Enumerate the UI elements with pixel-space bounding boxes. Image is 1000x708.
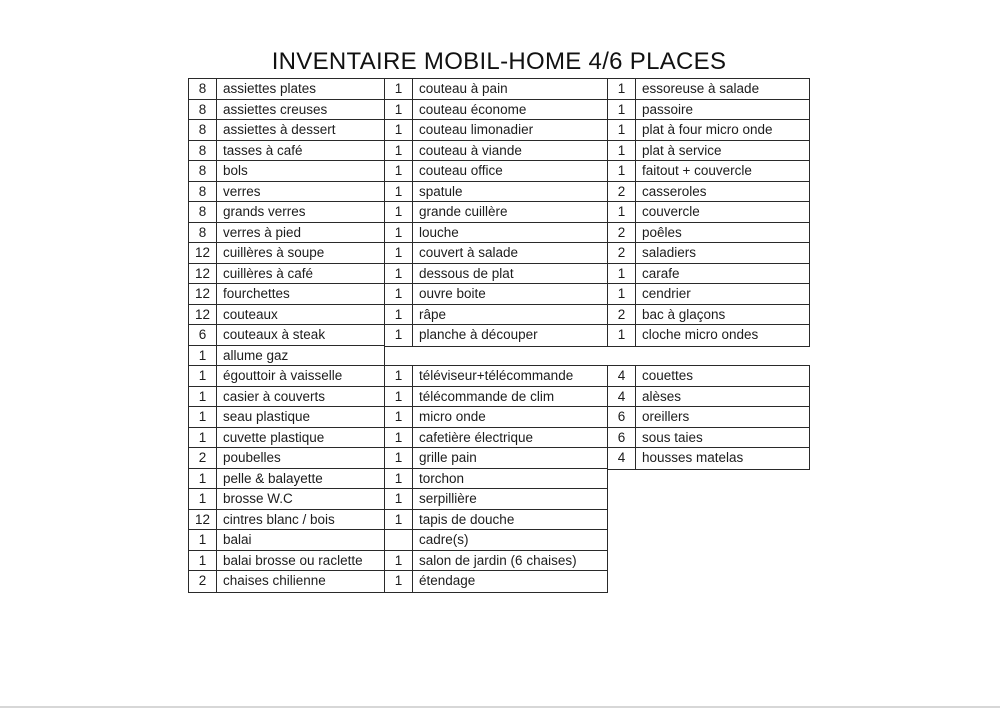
table-row [189,407,384,428]
table-row [385,284,607,305]
table-row [189,243,384,264]
item-name-cell: assiettes creuses [223,101,328,117]
item-name-cell: cadre(s) [419,532,469,547]
table-row [189,469,384,490]
quantity-cell: 1 [189,489,217,509]
table-row [608,182,809,203]
item-name-cell: tapis de douche [419,511,515,527]
quantity-cell: 1 [608,79,636,99]
quantity-cell: 1 [189,469,217,489]
quantity-cell: 2 [608,223,636,243]
table-row [385,305,607,326]
table-row [385,223,607,244]
table-row [189,428,384,449]
item-name-cell: plat à four micro onde [642,122,773,137]
table-row [385,366,607,387]
quantity-cell: 8 [189,223,217,243]
table-row [608,428,809,449]
table-row [189,510,384,531]
quantity-cell: 1 [385,182,413,202]
quantity-cell: 8 [189,202,217,222]
table-row [189,202,384,223]
item-name-cell: couvercle [642,204,700,219]
table-row [189,284,384,305]
item-name-cell: cafetière électrique [419,429,534,445]
quantity-cell: 1 [189,530,217,550]
quantity-cell: 1 [385,79,413,99]
item-name-cell: cintres blanc / bois [223,511,335,527]
item-name-cell: dessous de plat [419,265,514,281]
item-name-cell: cloche micro ondes [642,327,759,342]
quantity-cell: 1 [385,387,413,407]
table-row [189,551,384,572]
quantity-cell: 4 [608,448,636,469]
table-row [189,448,384,469]
quantity-cell: 1 [385,100,413,120]
inventory-table-right-column-bottom [607,365,810,470]
quantity-cell: 1 [608,161,636,181]
item-name-cell: essoreuse à salade [642,81,760,96]
quantity-cell: 4 [608,366,636,386]
quantity-cell: 6 [608,428,636,448]
table-row [385,387,607,408]
table-row [385,264,607,285]
quantity-cell: 1 [608,264,636,284]
table-row [385,489,607,510]
item-name-cell: poubelles [223,450,281,465]
item-name-cell: ouvre boite [419,286,486,301]
table-row [385,120,607,141]
quantity-cell: 1 [385,448,413,468]
quantity-cell: 1 [385,366,413,386]
item-name-cell: grands verres [223,204,306,219]
quantity-cell: 1 [608,202,636,222]
item-name-cell: couteaux à steak [223,327,326,342]
quantity-cell: 8 [189,161,217,181]
quantity-cell: 4 [608,387,636,407]
item-name-cell: alèses [642,388,682,404]
item-name-cell: grille pain [419,450,477,465]
item-name-cell: tasses à café [223,142,303,158]
quantity-cell: 1 [608,325,636,346]
item-name-cell: étendage [419,573,476,588]
quantity-cell: 1 [385,202,413,222]
table-row [385,551,607,572]
item-name-cell: couteau limonadier [419,122,534,137]
quantity-cell: 12 [189,510,217,530]
table-row [608,448,809,469]
inventory-table-middle-column-top [384,78,608,347]
table-row [189,223,384,244]
item-name-cell: cuillères à soupe [223,245,325,260]
quantity-cell: 1 [385,469,413,489]
item-name-cell: cuillères à café [223,265,314,281]
item-name-cell: assiettes plates [223,81,317,96]
table-row [385,79,607,100]
quantity-cell: 1 [385,141,413,161]
quantity-cell: 12 [189,284,217,304]
table-row [608,120,809,141]
quantity-cell: 8 [189,79,217,99]
item-name-cell: couteau économe [419,101,527,117]
item-name-cell: bols [223,163,248,178]
table-row [608,100,809,121]
item-name-cell: passoire [642,101,694,117]
table-row [189,141,384,162]
item-name-cell: pelle & balayette [223,470,323,486]
quantity-cell: 1 [608,284,636,304]
item-name-cell: cuvette plastique [223,429,325,445]
table-row [385,141,607,162]
quantity-cell: 1 [385,428,413,448]
table-row [608,284,809,305]
item-name-cell: couteaux [223,306,278,322]
quantity-cell: 1 [608,141,636,161]
item-name-cell: torchon [419,470,465,486]
item-name-cell: planche à découper [419,327,538,342]
item-name-cell: couteau à viande [419,142,522,158]
quantity-cell: 12 [189,305,217,325]
item-name-cell: saladiers [642,245,697,260]
table-row [189,264,384,285]
item-name-cell: verres [223,183,261,199]
item-name-cell: faitout + couvercle [642,163,752,178]
item-name-cell: grande cuillère [419,204,508,219]
table-row [189,346,384,367]
table-row [189,325,384,346]
quantity-cell: 8 [189,141,217,161]
item-name-cell: téléviseur+télécommande [419,368,574,383]
quantity-cell: 12 [189,264,217,284]
table-row [608,264,809,285]
table-row [385,325,607,346]
table-row [385,571,607,592]
table-row [385,510,607,531]
quantity-cell: 1 [189,346,217,366]
table-row [385,428,607,449]
quantity-cell: 6 [189,325,217,345]
quantity-cell: 2 [608,305,636,325]
item-name-cell: sous taies [642,429,703,445]
quantity-cell: 1 [385,510,413,530]
table-row [189,489,384,510]
quantity-cell: 1 [189,387,217,407]
quantity-cell: 6 [608,407,636,427]
table-row [608,305,809,326]
table-row [189,120,384,141]
table-row [189,530,384,551]
quantity-cell [385,530,413,550]
quantity-cell: 1 [385,161,413,181]
item-name-cell: assiettes à dessert [223,122,336,137]
table-row [385,243,607,264]
item-name-cell: fourchettes [223,286,290,301]
item-name-cell: balai brosse ou raclette [223,552,363,568]
inventory-table-right-column-top [607,78,810,347]
table-row [608,387,809,408]
quantity-cell: 1 [385,571,413,592]
inventory-table-middle-column-bottom [384,365,608,593]
item-name-cell: oreillers [642,409,690,424]
quantity-cell: 1 [385,223,413,243]
item-name-cell: micro onde [419,409,486,424]
table-row [385,182,607,203]
table-row [608,161,809,182]
item-name-cell: casseroles [642,183,707,199]
quantity-cell: 1 [385,305,413,325]
quantity-cell: 1 [385,325,413,346]
table-row [385,100,607,121]
item-name-cell: couettes [642,368,694,383]
item-name-cell: poêles [642,224,682,240]
table-row [608,325,809,346]
table-row [608,366,809,387]
item-name-cell: télécommande de clim [419,388,555,404]
table-row [608,79,809,100]
quantity-cell: 2 [608,243,636,263]
item-name-cell: serpillière [419,491,477,506]
item-name-cell: couvert à salade [419,245,519,260]
quantity-cell: 2 [189,571,217,592]
item-name-cell: allume gaz [223,347,289,363]
item-name-cell: râpe [419,306,447,322]
quantity-cell: 1 [189,407,217,427]
item-name-cell: cendrier [642,286,691,301]
table-row [189,182,384,203]
quantity-cell: 1 [385,243,413,263]
table-row [385,407,607,428]
quantity-cell: 8 [189,100,217,120]
quantity-cell: 8 [189,182,217,202]
quantity-cell: 2 [608,182,636,202]
page-title: INVENTAIRE MOBIL-HOME 4/6 PLACES [271,48,727,75]
quantity-cell: 1 [385,489,413,509]
item-name-cell: housses matelas [642,450,744,465]
item-name-cell: seau plastique [223,409,311,424]
table-row [189,366,384,387]
table-row [608,407,809,428]
item-name-cell: égouttoir à vaisselle [223,368,343,383]
inventory-table-left-column [188,78,385,593]
quantity-cell: 1 [608,100,636,120]
quantity-cell: 2 [189,448,217,468]
table-row [189,100,384,121]
quantity-cell: 1 [189,428,217,448]
quantity-cell: 1 [385,407,413,427]
table-row [189,387,384,408]
table-row [385,469,607,490]
table-row [385,448,607,469]
table-row [189,79,384,100]
item-name-cell: balai [223,532,252,547]
table-row [385,202,607,223]
quantity-cell: 1 [385,264,413,284]
table-row [608,141,809,162]
item-name-cell: verres à pied [223,224,302,240]
quantity-cell: 8 [189,120,217,140]
quantity-cell: 1 [189,551,217,571]
item-name-cell: brosse W.C [223,491,293,506]
item-name-cell: casier à couverts [223,388,326,404]
item-name-cell: chaises chilienne [223,573,326,588]
quantity-cell: 1 [189,366,217,386]
table-row [189,161,384,182]
table-row [189,305,384,326]
table-row [189,571,384,592]
item-name-cell: carafe [642,265,680,281]
table-row [608,223,809,244]
table-row [608,243,809,264]
quantity-cell: 1 [385,284,413,304]
item-name-cell: louche [419,224,459,240]
table-row [385,530,607,551]
quantity-cell: 1 [385,551,413,571]
quantity-cell: 1 [385,120,413,140]
item-name-cell: bac à glaçons [642,306,726,322]
table-row [608,202,809,223]
item-name-cell: couteau office [419,163,503,178]
item-name-cell: couteau à pain [419,81,508,96]
item-name-cell: spatule [419,183,463,199]
item-name-cell: salon de jardin (6 chaises) [419,552,577,568]
quantity-cell: 12 [189,243,217,263]
quantity-cell: 1 [608,120,636,140]
item-name-cell: plat à service [642,142,722,158]
table-row [385,161,607,182]
